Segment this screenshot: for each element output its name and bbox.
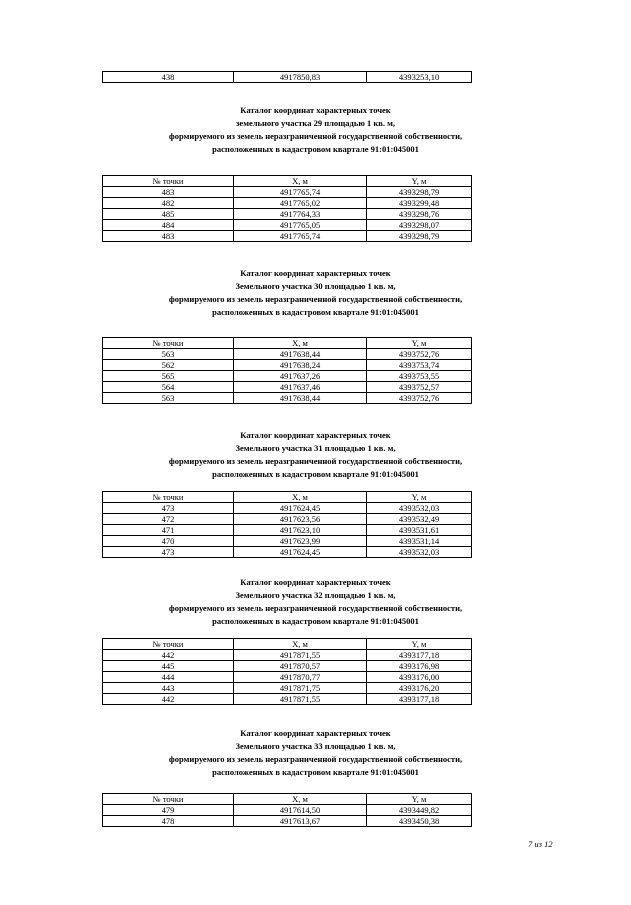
point-number-cell: 444 [103, 672, 234, 683]
x-coordinate-cell: 4917624,45 [234, 503, 367, 514]
table-header-row [103, 176, 472, 187]
table-row [103, 209, 472, 220]
heading-line: Земельного участка 30 площадью 1 кв. м, [235, 281, 396, 291]
y-coordinate-cell: 4393298,79 [367, 231, 472, 242]
table-row [103, 349, 472, 360]
point-number-cell: 479 [103, 805, 234, 816]
column-header-point: № точки [103, 492, 234, 503]
table-row [103, 816, 472, 827]
y-coordinate-cell: 4393177,18 [367, 694, 472, 705]
point-number-cell: 473 [103, 503, 234, 514]
table-row [103, 382, 472, 393]
point-number-cell: 563 [103, 349, 234, 360]
heading-line: земельного участка 29 площадью 1 кв. м, [236, 118, 395, 128]
catalog-heading-31 [0, 429, 631, 481]
x-coordinate-cell: 4917870,57 [234, 661, 367, 672]
table-row [103, 231, 472, 242]
heading-line: формируемого из земель неразграниченной государственной собственности, [168, 131, 463, 141]
table-row [103, 72, 472, 83]
y-coordinate-cell: 4393753,74 [367, 360, 472, 371]
heading-line: расположенных в кадастровом квартале 91:01:045001 [212, 616, 419, 626]
x-coordinate-cell: 4917623,99 [234, 536, 367, 547]
column-header-y: Y, м [367, 639, 472, 650]
heading-line: Земельного участка 33 площадью 1 кв. м, [235, 741, 396, 751]
y-coordinate-cell: 4393299,48 [367, 198, 472, 209]
point-number-cell: 438 [103, 72, 234, 83]
heading-line: формируемого из земель неразграниченной государственной собственности, [168, 754, 463, 764]
table-row [103, 661, 472, 672]
y-coordinate-cell: 4393450,38 [367, 816, 472, 827]
heading-line: Каталог координат характерных точек [240, 728, 391, 738]
catalog-heading-30 [0, 267, 631, 319]
table-row [103, 220, 472, 231]
table-row [103, 650, 472, 661]
table-header-row [103, 492, 472, 503]
heading-line: Каталог координат характерных точек [240, 105, 391, 115]
heading-line: Каталог координат характерных точек [240, 430, 391, 440]
x-coordinate-cell: 4917850,83 [234, 72, 367, 83]
x-coordinate-cell: 4917764,33 [234, 209, 367, 220]
point-number-cell: 443 [103, 683, 234, 694]
table-row [103, 187, 472, 198]
table-row [103, 672, 472, 683]
column-header-y: Y, м [367, 176, 472, 187]
heading-line: формируемого из земель неразграниченной государственной собственности, [168, 603, 463, 613]
page-number: 7 из 12 [528, 839, 553, 849]
table-row [103, 683, 472, 694]
y-coordinate-cell: 4393176,00 [367, 672, 472, 683]
catalog-heading-33 [0, 727, 631, 779]
y-coordinate-cell: 4393176,20 [367, 683, 472, 694]
column-header-point: № точки [103, 639, 234, 650]
x-coordinate-cell: 4917765,05 [234, 220, 367, 231]
table-row [103, 805, 472, 816]
point-number-cell: 442 [103, 650, 234, 661]
column-header-point: № точки [103, 176, 234, 187]
y-coordinate-cell: 4393532,03 [367, 503, 472, 514]
x-coordinate-cell: 4917637,46 [234, 382, 367, 393]
point-number-cell: 442 [103, 694, 234, 705]
table-row [103, 503, 472, 514]
table-row [103, 393, 472, 404]
heading-line: Каталог координат характерных точек [240, 268, 391, 278]
x-coordinate-cell: 4917638,44 [234, 349, 367, 360]
heading-line: Каталог координат характерных точек [240, 577, 391, 587]
coordinates-table-33 [102, 793, 472, 827]
y-coordinate-cell: 4393176,98 [367, 661, 472, 672]
heading-line: расположенных в кадастровом квартале 91:01:045001 [212, 767, 419, 777]
point-number-cell: 563 [103, 393, 234, 404]
heading-line: Земельного участка 32 площадью 1 кв. м, [235, 590, 396, 600]
y-coordinate-cell: 4393752,76 [367, 349, 472, 360]
point-number-cell: 483 [103, 231, 234, 242]
point-number-cell: 482 [103, 198, 234, 209]
point-number-cell: 565 [103, 371, 234, 382]
table-row [103, 547, 472, 558]
point-number-cell: 483 [103, 187, 234, 198]
y-coordinate-cell: 4393298,76 [367, 209, 472, 220]
y-coordinate-cell: 4393298,79 [367, 187, 472, 198]
column-header-x: X, м [234, 492, 367, 503]
heading-line: формируемого из земель неразграниченной государственной собственности, [168, 294, 463, 304]
x-coordinate-cell: 4917623,56 [234, 514, 367, 525]
column-header-x: X, м [234, 794, 367, 805]
y-coordinate-cell: 4393177,18 [367, 650, 472, 661]
column-header-x: X, м [234, 639, 367, 650]
x-coordinate-cell: 4917623,10 [234, 525, 367, 536]
point-number-cell: 472 [103, 514, 234, 525]
y-coordinate-cell: 4393532,03 [367, 547, 472, 558]
table-row [103, 694, 472, 705]
point-number-cell: 473 [103, 547, 234, 558]
y-coordinate-cell: 4393531,61 [367, 525, 472, 536]
x-coordinate-cell: 4917765,74 [234, 187, 367, 198]
y-coordinate-cell: 4393752,76 [367, 393, 472, 404]
coordinates-table-32 [102, 638, 472, 705]
x-coordinate-cell: 4917765,02 [234, 198, 367, 209]
column-header-y: Y, м [367, 794, 472, 805]
table-row [103, 360, 472, 371]
point-number-cell: 484 [103, 220, 234, 231]
y-coordinate-cell: 4393449,82 [367, 805, 472, 816]
y-coordinate-cell: 4393532,49 [367, 514, 472, 525]
table-row [103, 371, 472, 382]
point-number-cell: 445 [103, 661, 234, 672]
table-row [103, 525, 472, 536]
table-row [103, 198, 472, 209]
x-coordinate-cell: 4917870,77 [234, 672, 367, 683]
x-coordinate-cell: 4917614,50 [234, 805, 367, 816]
catalog-heading-29 [0, 104, 631, 156]
point-number-cell: 562 [103, 360, 234, 371]
column-header-point: № точки [103, 794, 234, 805]
x-coordinate-cell: 4917871,55 [234, 650, 367, 661]
point-number-cell: 478 [103, 816, 234, 827]
y-coordinate-cell: 4393531,14 [367, 536, 472, 547]
table-header-row [103, 794, 472, 805]
column-header-y: Y, м [367, 492, 472, 503]
y-coordinate-cell: 4393298,07 [367, 220, 472, 231]
x-coordinate-cell: 4917871,75 [234, 683, 367, 694]
y-coordinate-cell: 4393753,55 [367, 371, 472, 382]
heading-line: формируемого из земель неразграниченной государственной собственности, [168, 456, 463, 466]
coordinates-table-continued [102, 71, 472, 83]
column-header-point: № точки [103, 338, 234, 349]
y-coordinate-cell: 4393752,57 [367, 382, 472, 393]
catalog-heading-32 [0, 576, 631, 628]
x-coordinate-cell: 4917765,74 [234, 231, 367, 242]
table-header-row [103, 639, 472, 650]
table-row [103, 514, 472, 525]
point-number-cell: 564 [103, 382, 234, 393]
y-coordinate-cell: 4393253,10 [367, 72, 472, 83]
x-coordinate-cell: 4917624,45 [234, 547, 367, 558]
column-header-y: Y, м [367, 338, 472, 349]
point-number-cell: 471 [103, 525, 234, 536]
coordinates-table-31 [102, 491, 472, 558]
coordinates-table-29 [102, 175, 472, 242]
column-header-x: X, м [234, 338, 367, 349]
table-header-row [103, 338, 472, 349]
point-number-cell: 485 [103, 209, 234, 220]
heading-line: Земельного участка 31 площадью 1 кв. м, [235, 443, 396, 453]
heading-line: расположенных в кадастровом квартале 91:01:045001 [212, 144, 419, 154]
x-coordinate-cell: 4917613,67 [234, 816, 367, 827]
point-number-cell: 470 [103, 536, 234, 547]
heading-line: расположенных в кадастровом квартале 91:01:045001 [212, 307, 419, 317]
x-coordinate-cell: 4917871,55 [234, 694, 367, 705]
column-header-x: X, м [234, 176, 367, 187]
heading-line: расположенных в кадастровом квартале 91:01:045001 [212, 469, 419, 479]
x-coordinate-cell: 4917637,26 [234, 371, 367, 382]
table-row [103, 536, 472, 547]
x-coordinate-cell: 4917638,44 [234, 393, 367, 404]
x-coordinate-cell: 4917638,24 [234, 360, 367, 371]
coordinates-table-30 [102, 337, 472, 404]
